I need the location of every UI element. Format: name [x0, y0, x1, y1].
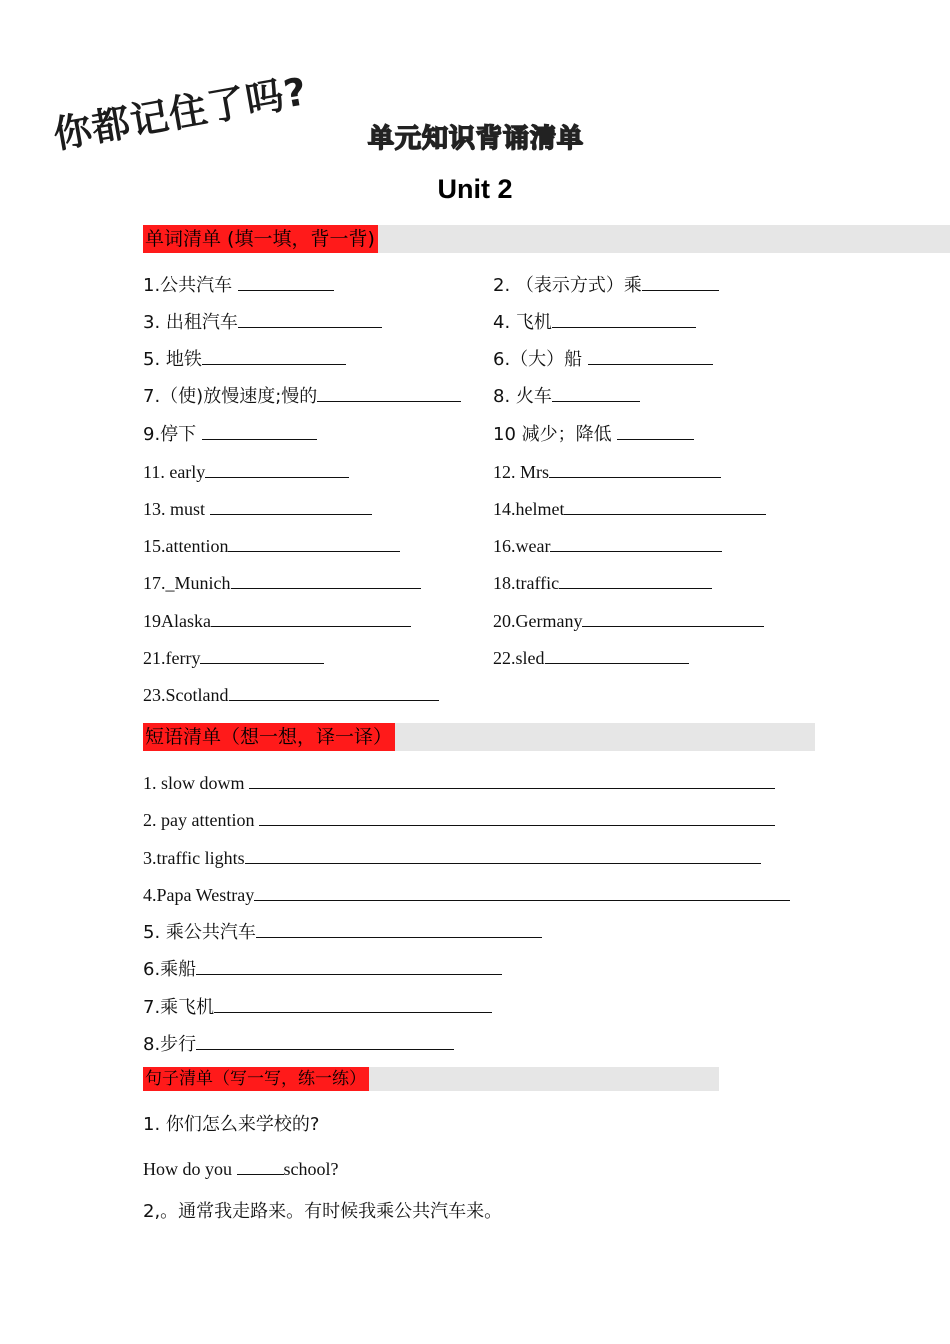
phrase-item: 4.Papa Westray	[143, 883, 790, 906]
answer-blank[interactable]	[228, 534, 400, 552]
sentence-prompt: How do you school?	[143, 1159, 339, 1179]
vocab-item: 1.公共汽车	[143, 273, 334, 297]
vocab-item: 12. Mrs	[493, 460, 721, 483]
vocab-section-heading: 单词清单 (填一填，背一背)	[143, 225, 378, 253]
answer-blank[interactable]	[249, 771, 775, 789]
answer-blank[interactable]	[196, 957, 502, 975]
phrase-item: 5. 乘公共汽车	[143, 920, 542, 944]
vocab-item: 14.helmet	[493, 497, 766, 520]
answer-blank[interactable]	[205, 460, 349, 478]
phrase-item: 2. pay attention	[143, 808, 775, 831]
answer-blank[interactable]	[259, 808, 775, 826]
answer-blank[interactable]	[245, 846, 761, 864]
answer-blank[interactable]	[617, 422, 694, 440]
answer-blank[interactable]	[196, 1032, 454, 1050]
document-title: 单元知识背诵清单	[367, 124, 584, 154]
vocab-item: 7.（使)放慢速度;慢的	[143, 384, 461, 408]
answer-blank[interactable]	[200, 646, 324, 664]
phrase-item: 6.乘船	[143, 957, 502, 981]
phrase-section-bar	[143, 723, 815, 751]
answer-blank[interactable]	[552, 310, 696, 328]
answer-blank[interactable]	[552, 384, 640, 402]
answer-blank[interactable]	[642, 273, 719, 291]
answer-blank[interactable]	[564, 497, 766, 515]
vocab-item: 13. must	[143, 497, 372, 520]
phrase-item: 8.步行	[143, 1032, 454, 1056]
answer-blank[interactable]	[238, 273, 334, 291]
vocab-item: 9.停下	[143, 422, 317, 446]
vocab-item: 16.wear	[493, 534, 722, 557]
answer-blank[interactable]	[549, 460, 721, 478]
vocab-item: 10 减少；降低	[493, 422, 694, 446]
answer-blank[interactable]	[237, 1157, 284, 1175]
vocab-section-bar	[143, 225, 950, 253]
vocab-item: 19Alaska	[143, 609, 411, 632]
answer-blank[interactable]	[317, 384, 461, 402]
vocab-item: 11. early	[143, 460, 349, 483]
vocab-item: 4. 飞机	[493, 310, 696, 334]
vocab-item: 17._Munich	[143, 571, 421, 594]
answer-blank[interactable]	[210, 497, 372, 515]
sentence-question: 1. 你们怎么来学校的?	[143, 1114, 320, 1135]
answer-blank[interactable]	[559, 571, 712, 589]
vocab-item: 22.sled	[493, 646, 689, 669]
answer-blank[interactable]	[202, 347, 346, 365]
answer-blank[interactable]	[231, 571, 421, 589]
answer-blank[interactable]	[550, 534, 722, 552]
phrase-item: 1. slow dowm	[143, 771, 775, 794]
vocab-item: 5. 地铁	[143, 347, 346, 371]
slogan-text: 你都记住了吗?	[50, 69, 311, 158]
answer-blank[interactable]	[214, 995, 492, 1013]
vocab-item: 21.ferry	[143, 646, 324, 669]
sentence-question: 2,。通常我走路来。有时候我乘公共汽车来。	[143, 1201, 503, 1222]
answer-blank[interactable]	[256, 920, 542, 938]
answer-blank[interactable]	[254, 883, 790, 901]
vocab-item: 23.Scotland	[143, 683, 439, 706]
phrase-section-heading: 短语清单（想一想，译一译）	[143, 723, 395, 751]
vocab-item: 6.（大）船	[493, 347, 713, 371]
vocab-item: 3. 出租汽车	[143, 310, 382, 334]
sentence-section-bar	[143, 1067, 719, 1091]
answer-blank[interactable]	[211, 609, 411, 627]
phrase-item: 3.traffic lights	[143, 846, 761, 869]
answer-blank[interactable]	[545, 646, 689, 664]
vocab-item: 15.attention	[143, 534, 400, 557]
vocab-item: 20.Germany	[493, 609, 764, 632]
phrase-item: 7.乘飞机	[143, 995, 492, 1019]
unit-title: Unit 2	[437, 174, 513, 204]
vocab-item: 2. （表示方式）乘	[493, 273, 719, 297]
answer-blank[interactable]	[588, 347, 713, 365]
answer-blank[interactable]	[582, 609, 764, 627]
answer-blank[interactable]	[202, 422, 317, 440]
answer-blank[interactable]	[229, 683, 439, 701]
sentence-section-heading: 句子清单（写一写，练一练）	[143, 1067, 369, 1091]
vocab-item: 18.traffic	[493, 571, 712, 594]
answer-blank[interactable]	[238, 310, 382, 328]
vocab-item: 8. 火车	[493, 384, 640, 408]
